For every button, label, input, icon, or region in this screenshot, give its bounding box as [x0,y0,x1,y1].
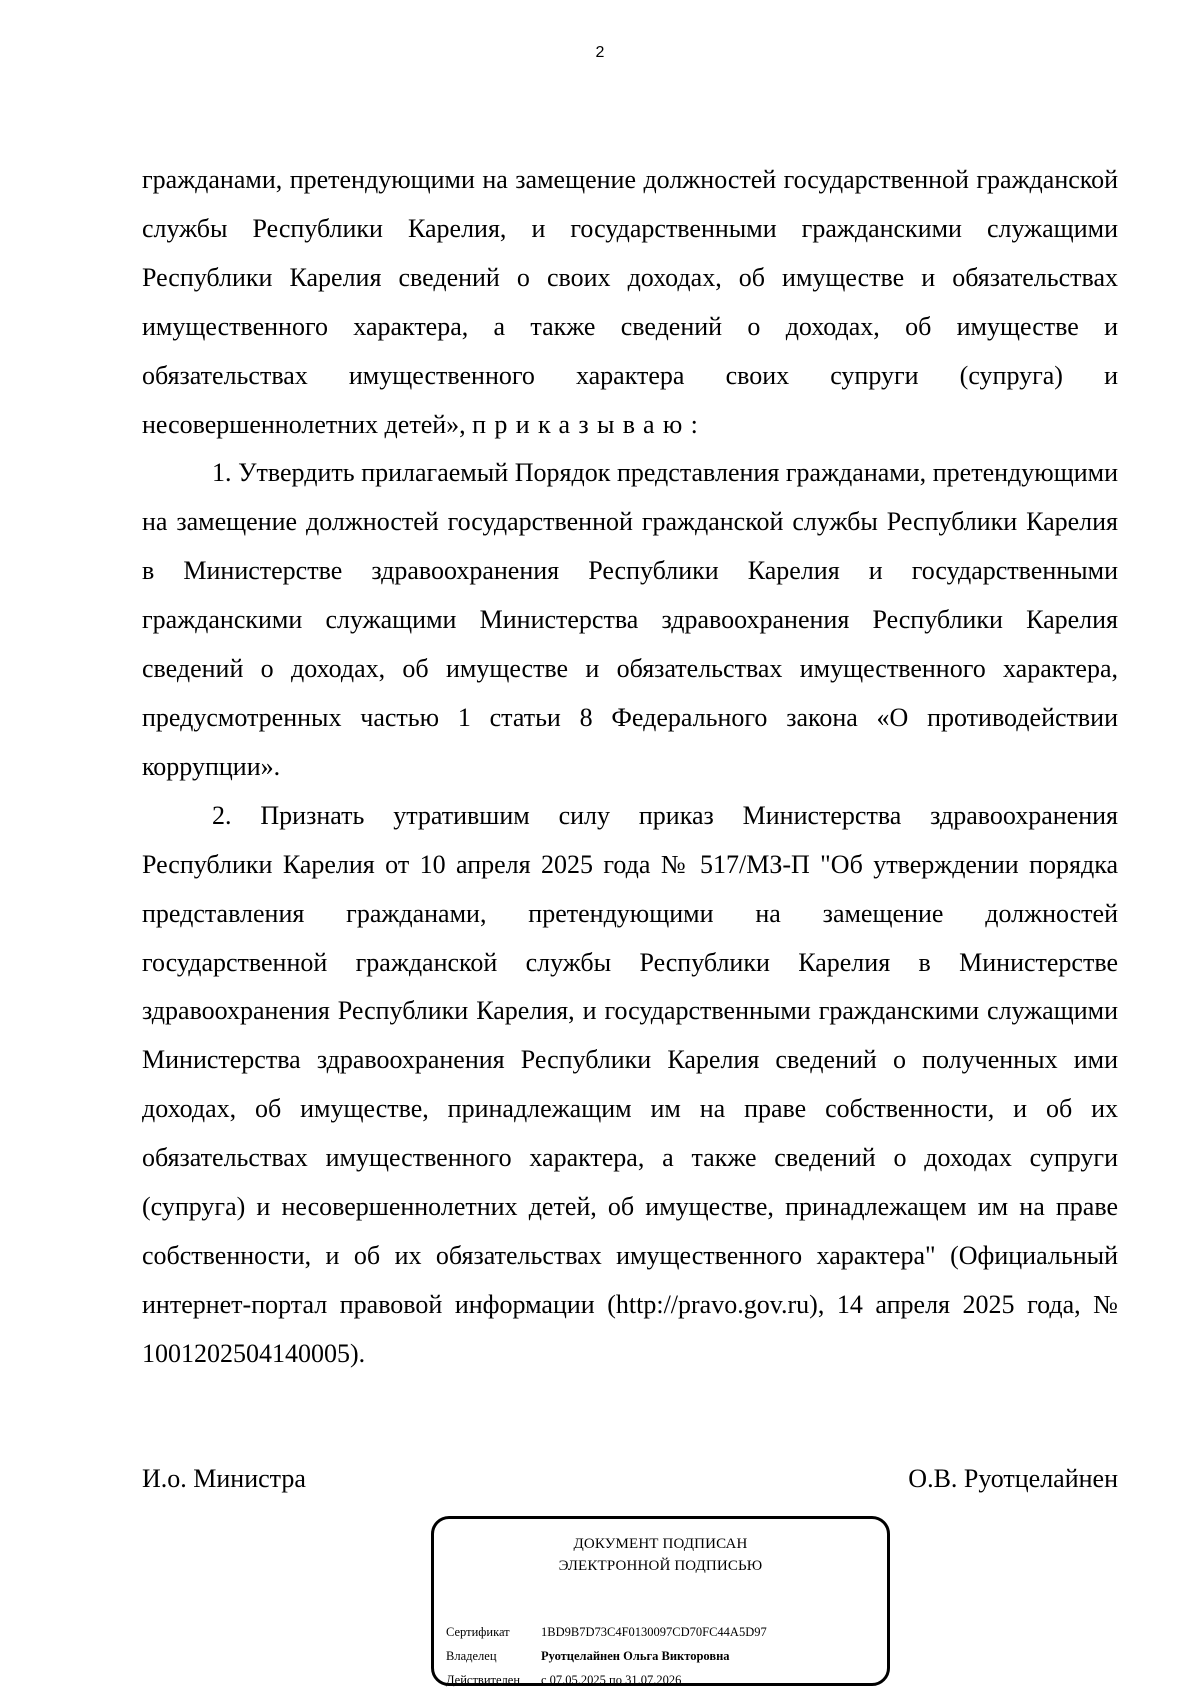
stamp-owner-row [446,1644,767,1668]
paragraph-item-2: 2. Признать утратившим силу приказ Министерства здравоохранения Республики Карелия от 10 апреля 2025 года № 517/МЗ-П "Об утверждении порядка представления гражданами, претендующими на замещение должностей государственной гражданской службы Республики Карелия в Министерстве здравоохранения Республики Карелия, и государственными гражданскими служащими Министерства здравоохранения Республики Карелия сведений о полученных ими доходах, об имуществе, принадлежащим им на праве собственности, и об их обязательствах имущественного характера, а также сведений о доходах супруги (супруга) и несовершеннолетних детей, об имуществе, принадлежащем им на праве собственности, и об их обязательствах имущественного характера" (Официальный интернет-портал правовой информации (http://pravo.gov.ru), 14 апреля 2025 года, № 1001202504140005). [142,800,1118,1368]
stamp-details [446,1620,767,1692]
stamp-certificate-label: Сертификат [446,1625,510,1639]
signatory-position: И.о. Министра [142,1464,306,1493]
stamp-validity-value: с 07.05.2025 по 31.07.2026 [541,1673,682,1687]
stamp-validity-label: Действителен [446,1673,521,1687]
stamp-title-line-1: ДОКУМЕНТ ПОДПИСАН [573,1536,748,1552]
document-body [142,156,1118,1379]
paragraph-continuation-text: гражданами, претендующими на замещение должностей государственной гражданской службы Республики Карелия, и государственными гражданскими служащими Республики Карелия сведений о своих доходах, об имуществе и обязательствах имущественного характера, а также сведений о доходах, об имуществе и обязательствах имущественного характера своих супруги (супруга) и несовершеннолетних детей», [142,165,1118,439]
stamp-certificate-value: 1BD9B7D73C4F0130097CD70FC44A5D97 [541,1625,767,1639]
signatory-name: О.В. Руотцелайнен [908,1464,1118,1493]
stamp-certificate-row [446,1620,767,1644]
stamp-owner-value: Руотцелайнен Ольга Викторовна [541,1649,730,1663]
paragraph-continuation [142,156,1118,449]
paragraph-item-1: 1. Утвердить прилагаемый Порядок представления гражданами, претендующими на замещение должностей государственной гражданской службы Республики Карелия в Министерстве здравоохранения Республики Карелия и государственными гражданскими служащими Министерства здравоохранения Республики Карелия сведений о доходах, об имуществе и обязательствах имущественного характера, предусмотренных частью 1 статьи 8 Федерального закона «О противодействии коррупции». [142,458,1118,781]
signature-row [142,1461,1118,1497]
stamp-title-line-2: ЭЛЕКТРОННОЙ ПОДПИСЬЮ [558,1558,763,1574]
stamp-title [434,1533,887,1577]
electronic-signature-stamp [431,1516,890,1686]
page-number: 2 [595,44,605,61]
order-word: приказываю: [472,409,707,439]
stamp-validity-row [446,1668,767,1692]
stamp-owner-label: Владелец [446,1649,497,1663]
